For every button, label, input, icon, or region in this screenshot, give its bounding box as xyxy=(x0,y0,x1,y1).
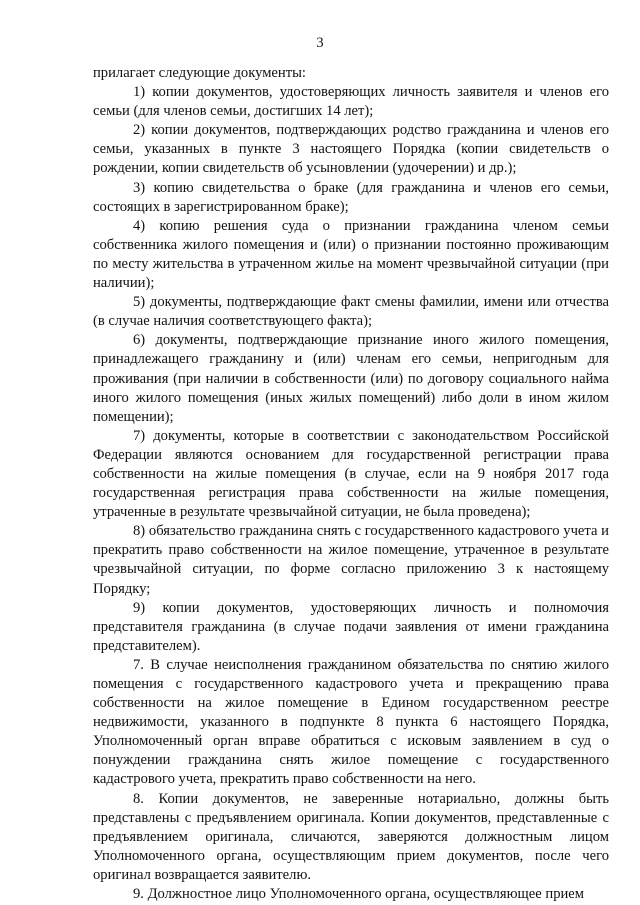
clause-9: 9. Должностное лицо Уполномоченного органа, осуществляющее прием xyxy=(133,886,585,903)
list-item-7: 7) документы, которые в соответствии с законодательством Российской Федерации являются основанием для государственной регистрации права собственности на жилые помещения (в случае, если на 9 ноября 2017 года государственная регистрация права собственности на жилые помещения, утраченные в результате чрезвычайной ситуации, не была проведена); xyxy=(93,427,609,521)
list-item-6: 6) документы, подтверждающие признание иного жилого помещения, принадлежащего гражданину и (или) членам его семьи, непригодным для проживания (при наличии в собственности (или) по договору социального найма иного жилого помещения (иных жилых помещений) либо доли в ином жилом помещении); xyxy=(93,332,609,425)
list-item-4: 4) копию решения суда о признании гражданина членом семьи собственника жилого помещения и (или) о признании постоянно проживающим по месту жительства в утраченном жилье на момент чрезвычайной ситуации (при наличии); xyxy=(93,217,609,292)
list-item-8: 8) обязательство гражданина снять с государственного кадастрового учета и прекратить право собственности на жилое помещение, утраченное в результате чрезвычайной ситуации, по форме согласно приложению 3 к настоящему Порядку; xyxy=(93,523,609,597)
list-item-9: 9) копии документов, удостоверяющих личность и полномочия представителя гражданина (в случае подачи заявления от имени гражданина представителем). xyxy=(93,599,609,654)
list-item-1: 1) копии документов, удостоверяющих личность заявителя и членов его семьи (для членов семьи, достигших 14 лет); xyxy=(93,84,609,120)
list-item-3: 3) копию свидетельства о браке (для гражданина и членов его семьи, состоящих в зарегистрированном браке); xyxy=(93,179,609,215)
clause-8: 8. Копии документов, не заверенные нотариально, должны быть представлены с предъявлением оригинала. Копии документов, представленные с предъявлением оригинала, сличаются, заверяются должностным лицом Уполномоченного органа, осуществляющим прием документов, после чего оригинал возвращается заявителю. xyxy=(93,790,609,883)
paragraph-intro: прилагает следующие документы: xyxy=(93,65,306,81)
page-number: 3 xyxy=(316,35,324,51)
list-item-5: 5) документы, подтверждающие факт смены фамилии, имени или отчества (в случае наличия соответствующего факта); xyxy=(93,294,609,330)
clause-7: 7. В случае неисполнения гражданином обязательства по снятию жилого помещения с государственного кадастрового учета и прекращению права собственности на жилое помещение в Едином государственном реестре недвижимости, указанного в подпункте 8 пункта 6 настоящего Порядка, Уполномоченный орган вправе обратиться с исковым заявлением в суд о понуждении гражданина снять жилое помещение с государственного кадастрового учета, прекратить право собственности на него. xyxy=(93,656,609,788)
document-body xyxy=(93,64,609,904)
list-item-2: 2) копии документов, подтверждающих родство гражданина и членов его семьи, указанных в пункте 3 настоящего Порядка (копии свидетельств о рождении, копии свидетельств об усыновлении (удочерении) и др.); xyxy=(93,122,609,177)
